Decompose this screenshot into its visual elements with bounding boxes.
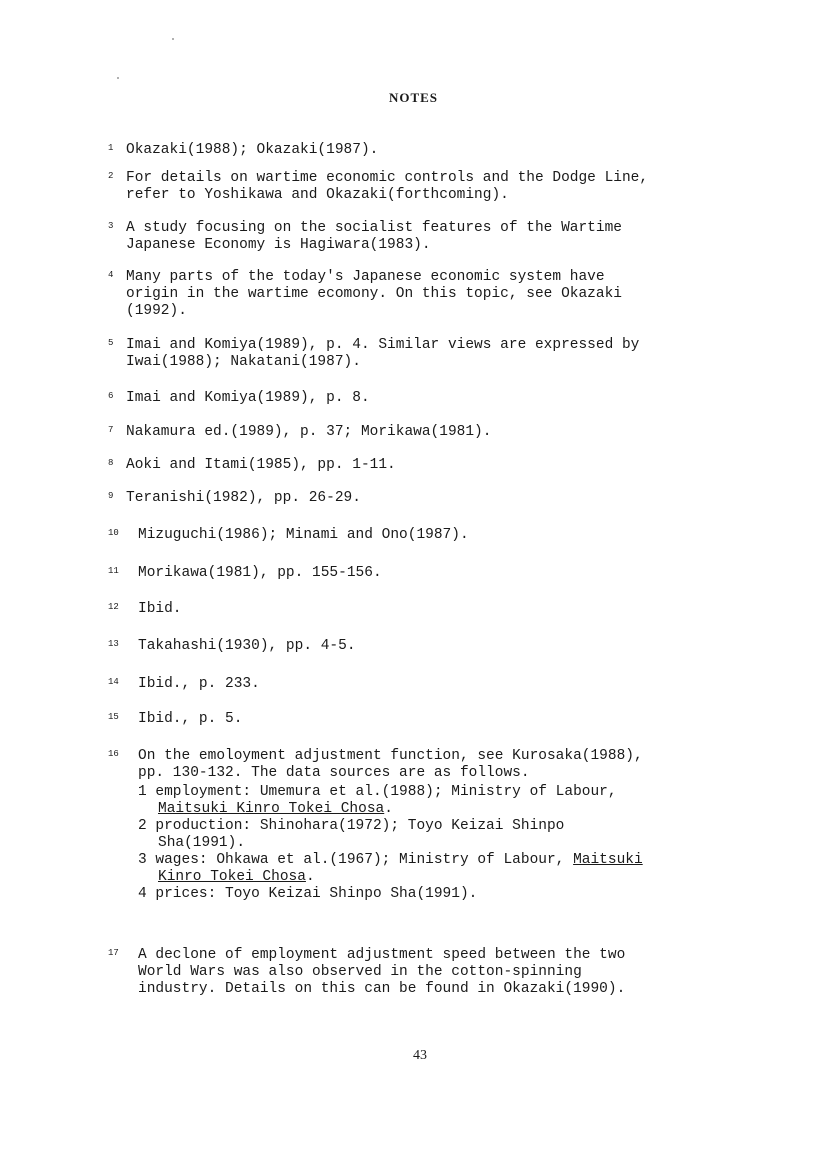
note-text: Aoki and Itami(1985), pp. 1-11.	[126, 457, 396, 473]
page-number: 43	[413, 1048, 427, 1063]
note-text: Imai and Komiya(1989), p. 4. Similar views are expressed by Iwai(1988); Nakatani(1987).	[126, 337, 640, 370]
note-number: 1	[108, 143, 114, 153]
page-title: NOTES	[388, 90, 439, 105]
source-text-cont: Sha(1991).	[158, 835, 246, 851]
note-number: 12	[108, 602, 119, 612]
note-number: 13	[108, 639, 119, 649]
note-number: 10	[108, 528, 119, 538]
scan-speck	[172, 38, 174, 40]
note-number: 9	[108, 491, 114, 501]
note-number: 6	[108, 391, 114, 401]
note-text: Nakamura ed.(1989), p. 37; Morikawa(1981).	[126, 424, 492, 440]
source-item-production	[138, 818, 758, 852]
note-text: Teranishi(1982), pp. 26-29.	[126, 490, 361, 506]
note-text: Ibid., p. 5.	[138, 711, 243, 727]
note-text: Okazaki(1988); Okazaki(1987).	[126, 142, 379, 158]
note-text: A declone of employment adjustment speed between the two World Wars was also observed in the cotton-spinning industry. Details on this can be found in Okazaki(1990).	[138, 947, 626, 997]
note-text: Ibid., p. 233.	[138, 676, 260, 692]
note-text: On the emoloyment adjustment function, see Kurosaka(1988), pp. 130-132. The data sources are as follows.	[138, 748, 643, 781]
source-title-underlined: Maitsuki	[573, 852, 643, 868]
note-text: A study focusing on the socialist features of the Wartime Japanese Economy is Hagiwara(1983).	[126, 220, 622, 253]
note-number: 14	[108, 677, 119, 687]
note-number: 11	[108, 566, 119, 576]
note-text: Mizuguchi(1986); Minami and Ono(1987).	[138, 527, 469, 543]
note-text: Many parts of the today's Japanese economic system have origin in the wartime ecomony. On this topic, see Okazaki (1992).	[126, 269, 622, 319]
data-sources-list	[138, 784, 758, 903]
source-title-underlined: Kinro Tokei Chosa	[158, 869, 306, 885]
source-text: 2 production: Shinohara(1972); Toyo Keizai Shinpo	[138, 818, 565, 834]
note-number: 17	[108, 948, 119, 958]
source-text: 4 prices: Toyo Keizai Shinpo Sha(1991).	[138, 886, 478, 902]
note-number: 16	[108, 749, 119, 759]
source-title-underlined: Maitsuki Kinro Tokei Chosa	[158, 801, 385, 817]
note-number: 7	[108, 425, 114, 435]
note-text: Imai and Komiya(1989), p. 8.	[126, 390, 370, 406]
note-number: 15	[108, 712, 119, 722]
note-text: For details on wartime economic controls and the Dodge Line, refer to Yoshikawa and Okazaki(forthcoming).	[126, 170, 649, 203]
note-text: Ibid.	[138, 601, 182, 617]
scan-speck	[117, 77, 119, 79]
source-item-employment: 1 employment: Umemura et al.(1988); Ministry of Labour, Maitsuki Kinro Tokei Chosa.	[138, 784, 617, 817]
source-item-wages: 3 wages: Ohkawa et al.(1967); Ministry of Labour, Maitsuki Kinro Tokei Chosa.	[138, 852, 643, 885]
note-number: 2	[108, 171, 114, 181]
note-text: Takahashi(1930), pp. 4-5.	[138, 638, 356, 654]
note-number: 8	[108, 458, 114, 468]
source-text: 3 wages: Ohkawa et al.(1967); Ministry of Labour,	[138, 852, 574, 868]
note-number: 3	[108, 221, 114, 231]
source-text: 1 employment: Umemura et al.(1988); Ministry of Labour,	[138, 784, 617, 800]
note-text: Morikawa(1981), pp. 155-156.	[138, 565, 382, 581]
note-number: 4	[108, 270, 114, 280]
source-item-prices	[138, 886, 758, 903]
note-number: 5	[108, 338, 114, 348]
